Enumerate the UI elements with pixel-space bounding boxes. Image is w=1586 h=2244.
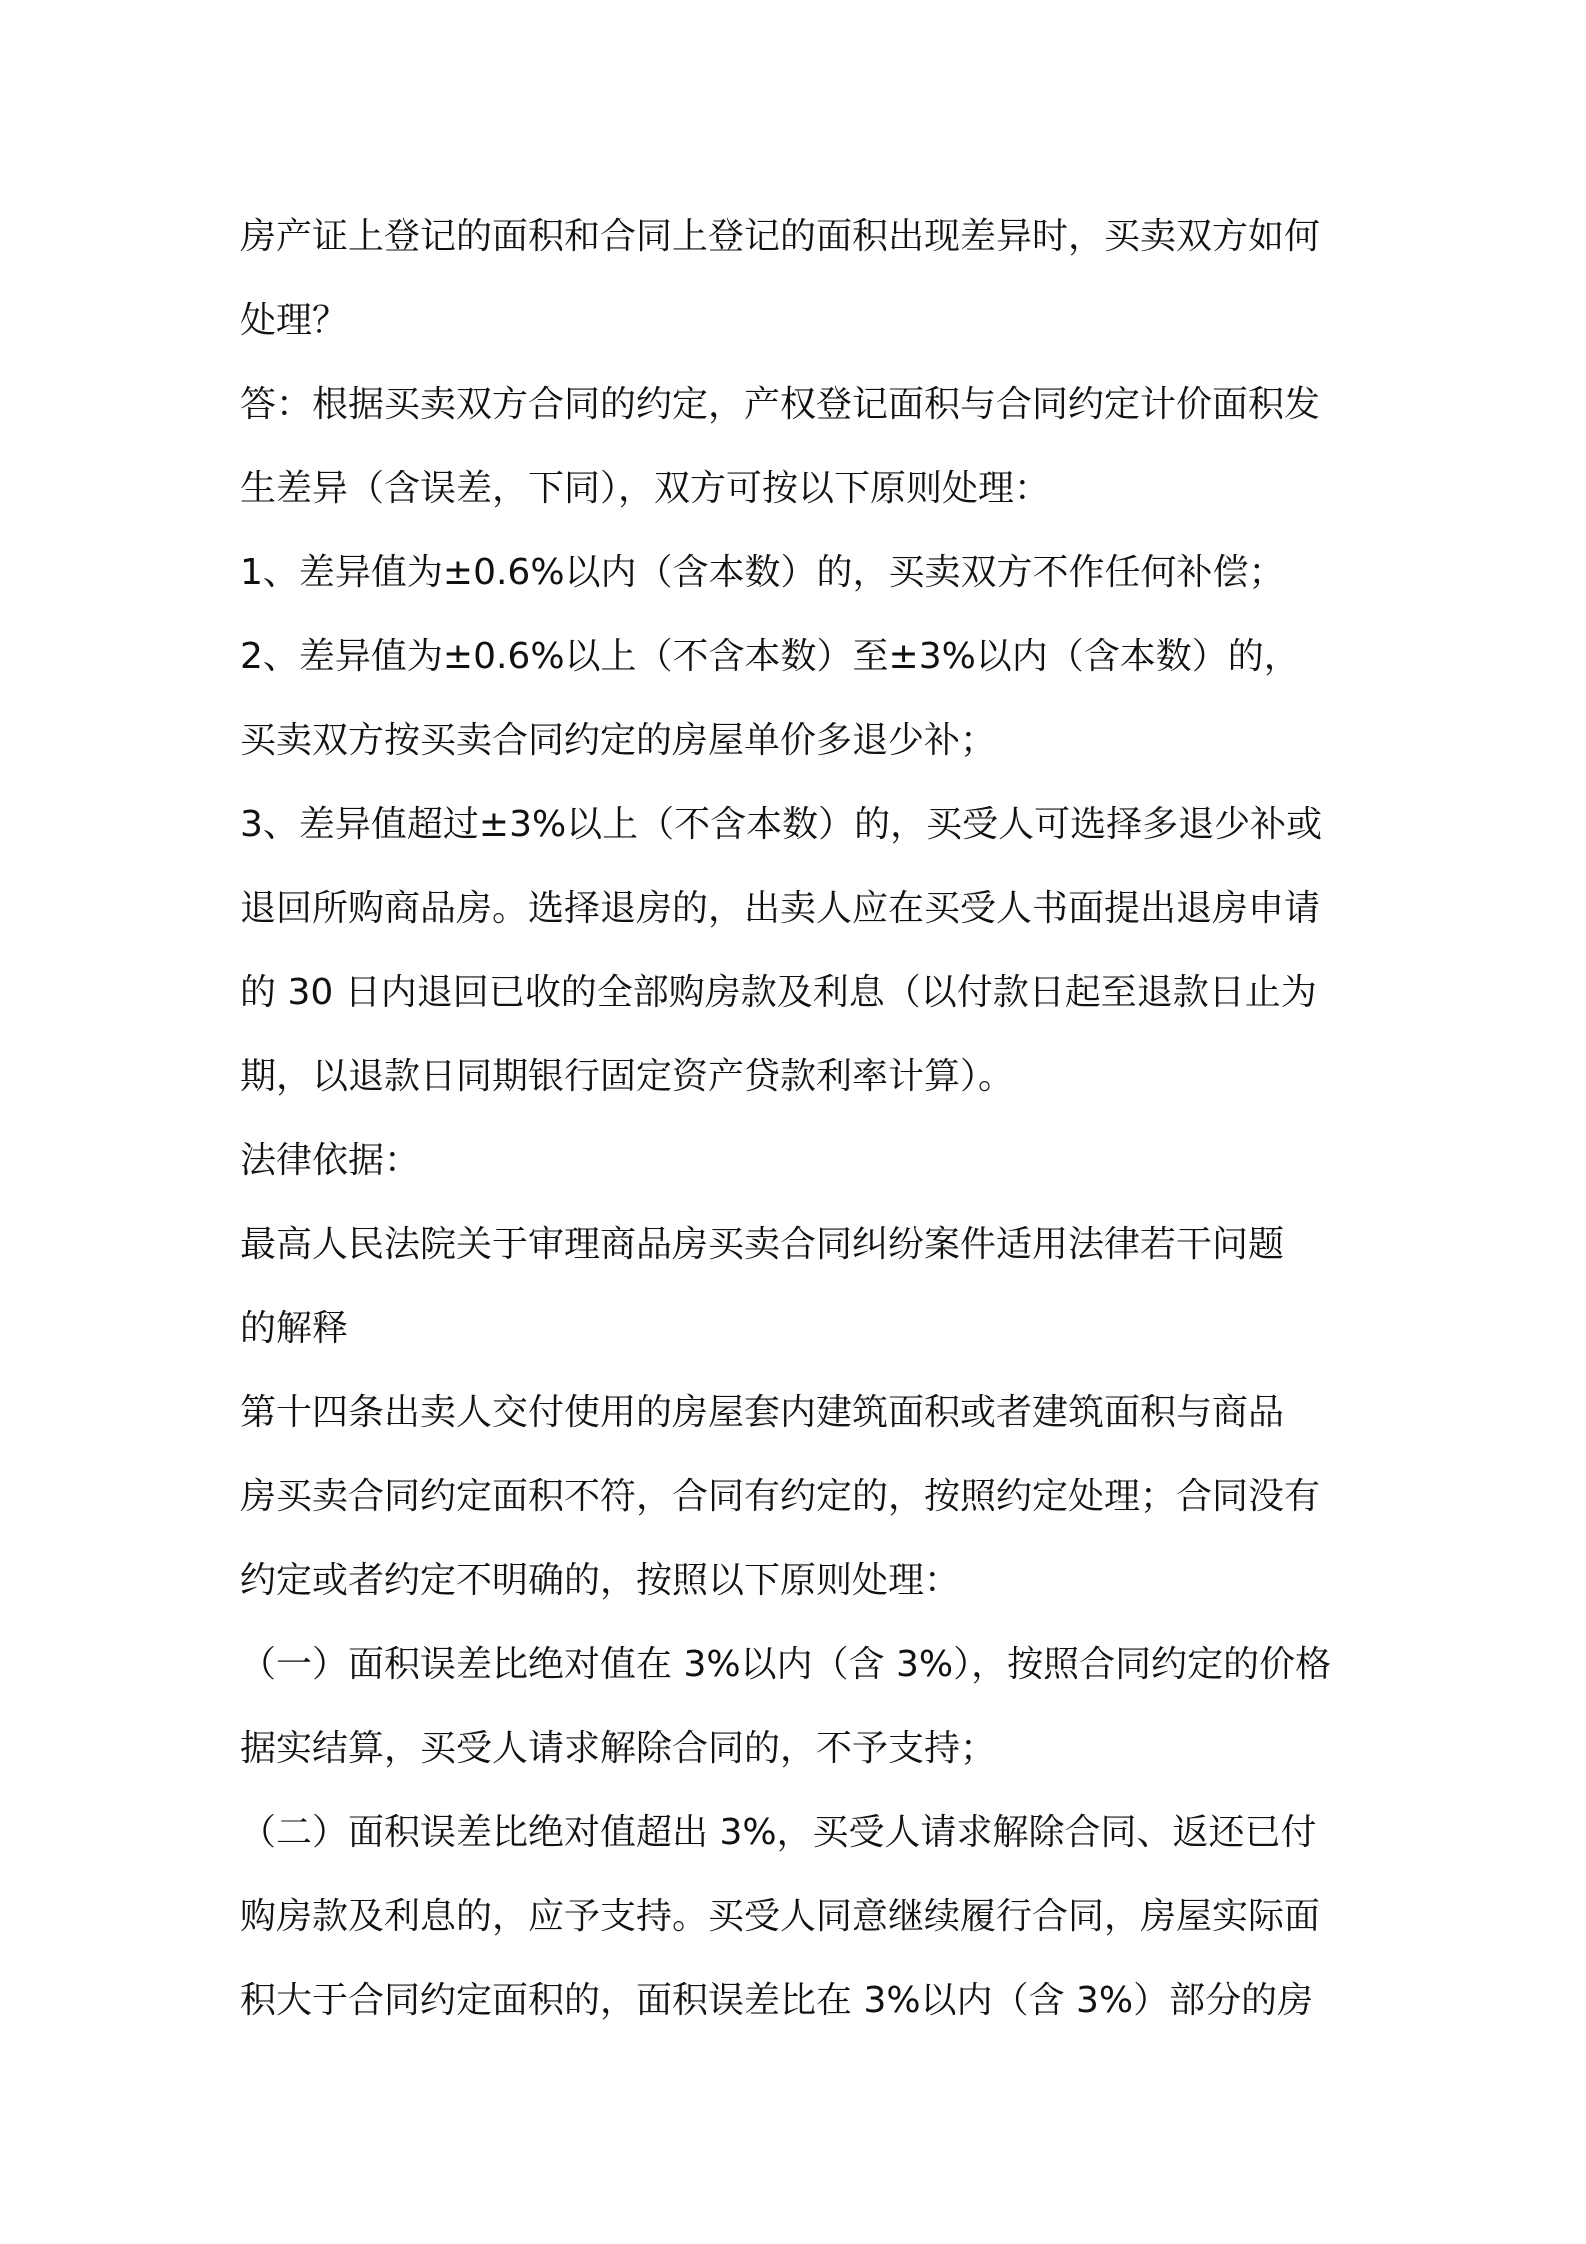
text-line: 的解释	[240, 1308, 349, 1349]
text-line: 买卖双方按买卖合同约定的房屋单价多退少补；	[240, 720, 997, 761]
text-line: 房买卖合同约定面积不符，合同有约定的，按照约定处理；合同没有	[240, 1476, 1321, 1517]
text-line: 最高人民法院关于审理商品房买卖合同纠纷案件适用法律若干问题	[240, 1224, 1285, 1265]
text-line: 约定或者约定不明确的，按照以下原则处理：	[240, 1560, 961, 1601]
text-line: 3、差异值超过±3%以上（不含本数）的，买受人可选择多退少补或	[240, 804, 1323, 845]
text-line: 第十四条出卖人交付使用的房屋套内建筑面积或者建筑面积与商品	[240, 1392, 1285, 1433]
text-line: 房产证上登记的面积和合同上登记的面积出现差异时，买卖双方如何	[240, 216, 1321, 257]
text-line: 2、差异值为±0.6%以上（不含本数）至±3%以内（含本数）的，	[240, 636, 1300, 677]
text-line: 答：根据买卖双方合同的约定，产权登记面积与合同约定计价面积发	[240, 384, 1321, 425]
text-line: （一）面积误差比绝对值在 3%以内（含 3%），按照合同约定的价格	[240, 1644, 1332, 1685]
text-line: 1、差异值为±0.6%以内（含本数）的，买卖双方不作任何补偿；	[240, 552, 1285, 593]
text-line: 购房款及利息的，应予支持。买受人同意继续履行合同，房屋实际面	[240, 1896, 1321, 1937]
text-line: 退回所购商品房。选择退房的，出卖人应在买受人书面提出退房申请	[240, 888, 1321, 929]
text-line: 的 30 日内退回已收的全部购房款及利息（以付款日起至退款日止为	[240, 972, 1317, 1013]
text-line: 法律依据：	[240, 1140, 421, 1181]
text-line: 积大于合同约定面积的，面积误差比在 3%以内（含 3%）部分的房	[240, 1980, 1314, 2021]
document-body	[240, 195, 1360, 2043]
text-line: 处理？	[240, 300, 349, 341]
text-line: 据实结算，买受人请求解除合同的，不予支持；	[240, 1728, 997, 1769]
text-line: 生差异（含误差，下同），双方可按以下原则处理：	[240, 468, 1051, 509]
text-line: 期，以退款日同期银行固定资产贷款利率计算）。	[240, 1056, 1015, 1097]
text-line: （二）面积误差比绝对值超出 3%，买受人请求解除合同、返还已付	[240, 1812, 1317, 1853]
